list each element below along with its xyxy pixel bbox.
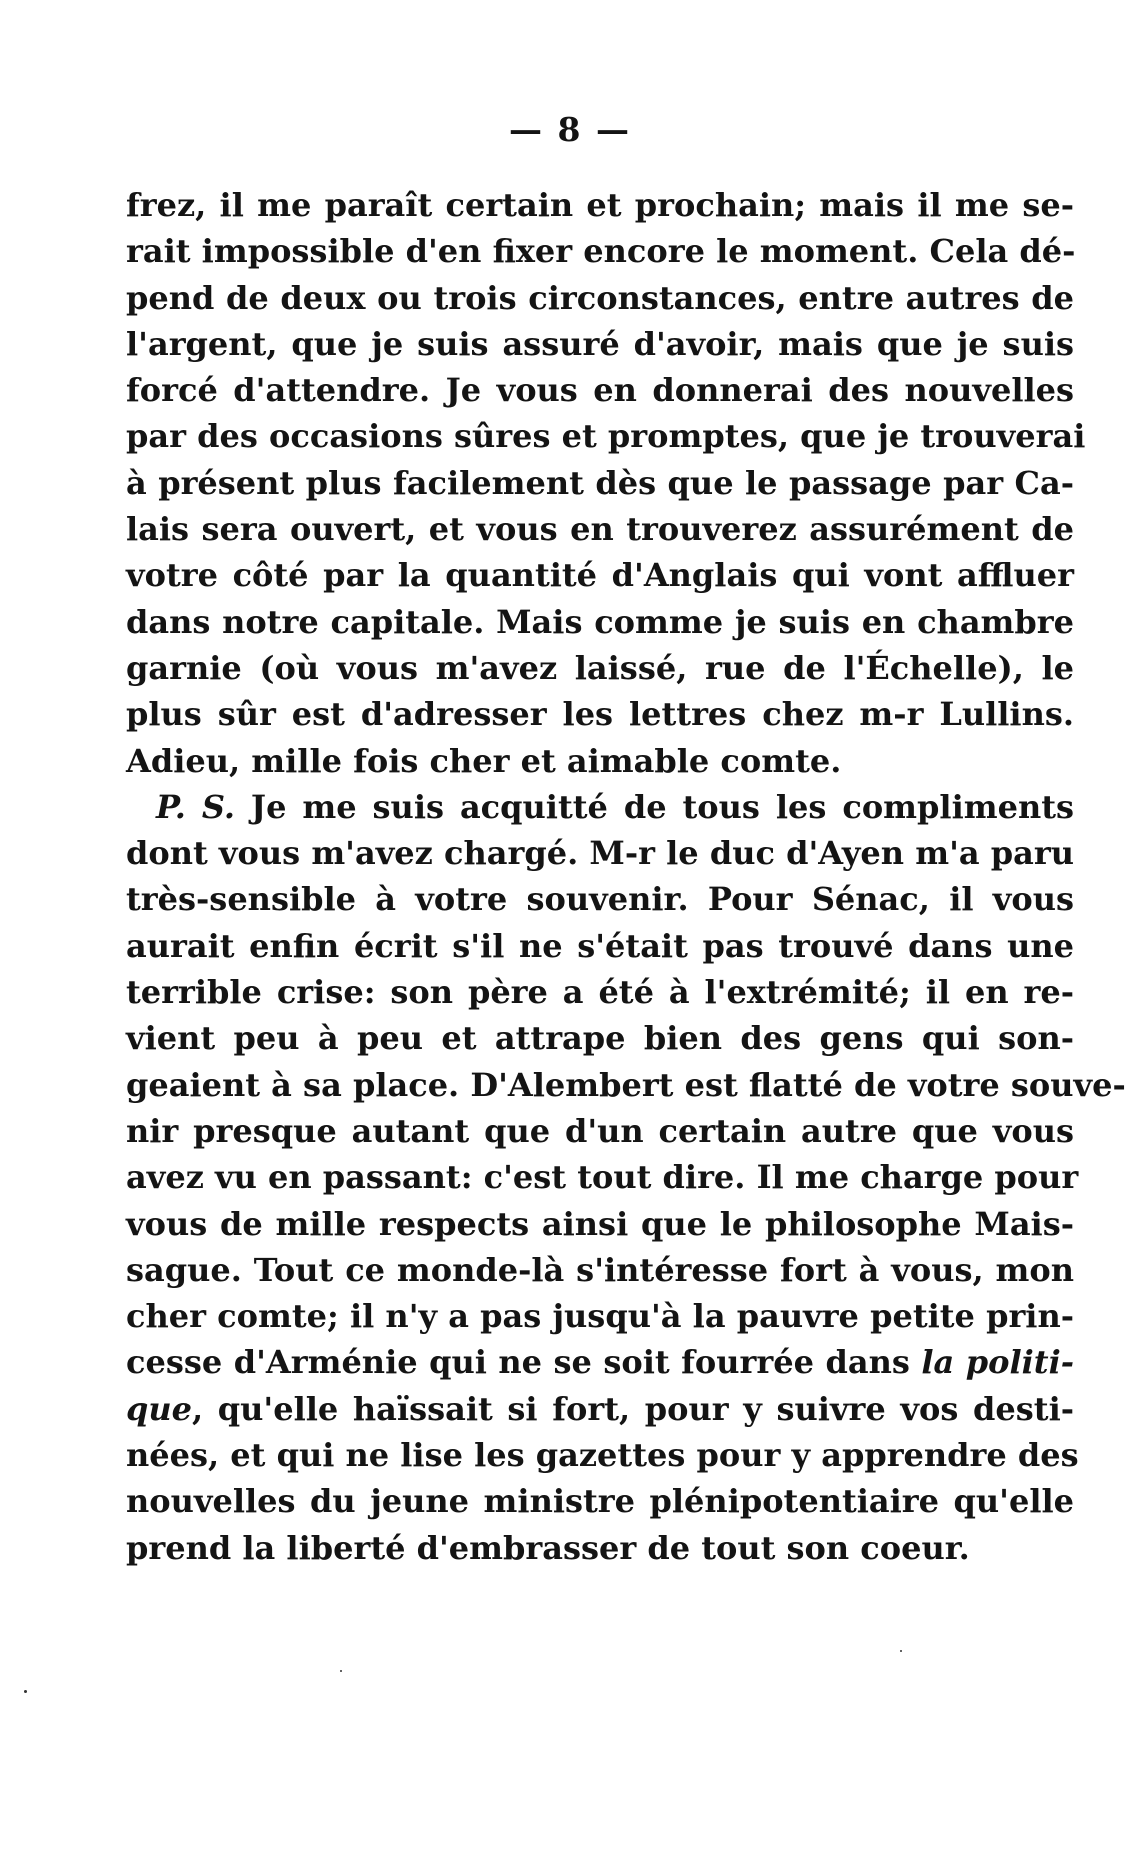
text-line: lais sera ouvert, et vous en trouverez assurément de [126, 510, 1074, 549]
text-line: cher comte; il n'y a pas jusqu'à la pauvre petite prin- [126, 1297, 1074, 1336]
text-segment: , qu'elle haïssait si fort, pour y suivre vos desti- [192, 1389, 1074, 1428]
text-line: nir presque autant que d'un certain autre que vous [126, 1111, 1074, 1150]
print-speck [340, 1670, 342, 1672]
text-line: votre côté par la quantité d'Anglais qui vont affluer [126, 556, 1074, 595]
page-number: — 8 — [509, 110, 631, 149]
text-line: pend de deux ou trois circonstances, entre autres de [126, 278, 1074, 317]
text-line: vient peu à peu et attrape bien des gens qui son- [126, 1019, 1074, 1058]
text-line-with-italic [126, 1386, 1074, 1432]
text-segment: cesse d'Arménie qui ne se soit fourrée dans [126, 1343, 910, 1382]
text-line: à présent plus facilement dès que le passage par Ca- [126, 463, 1074, 502]
text-line: geaient à sa place. D'Alembert est flatté de votre souve- [126, 1065, 1126, 1104]
text-line: l'argent, que je suis assuré d'avoir, mais que je suis [126, 324, 1074, 363]
text-line: sague. Tout ce monde-là s'intéresse fort à vous, mon [126, 1250, 1074, 1289]
text-line: aurait enfin écrit s'il ne s'était pas trouvé dans une [126, 926, 1074, 965]
text-line: forcé d'attendre. Je vous en donnerai des nouvelles [126, 371, 1074, 410]
text-line: dans notre capitale. Mais comme je suis en chambre [126, 602, 1074, 641]
postscript-first-line [126, 784, 1074, 830]
text-line: nouvelles du jeune ministre plénipotentiaire qu'elle [126, 1482, 1074, 1521]
text-line: garnie (où vous m'avez laissé, rue de l'Échelle), le [126, 648, 1074, 687]
text-line: prend la liberté d'embrasser de tout son coeur. [126, 1528, 970, 1567]
print-speck [900, 1650, 902, 1652]
postscript-paragraph [126, 784, 1126, 1571]
text-line: rait impossible d'en fixer encore le moment. Cela dé- [126, 232, 1076, 271]
text-line-with-italic [126, 1339, 1074, 1385]
text-line: terrible crise: son père a été à l'extrémité; il en re- [126, 973, 1074, 1012]
text-line: frez, il me paraît certain et prochain; mais il me se- [126, 186, 1074, 224]
text-line: dont vous m'avez chargé. M-r le duc d'Ayen m'a paru [126, 834, 1074, 873]
postscript-first-line-text: Je me suis acquitté de tous les compliments [250, 787, 1075, 826]
text-line: nées, et qui ne lise les gazettes pour y apprendre des [126, 1436, 1079, 1475]
text-line: par des occasions sûres et promptes, que je trouverai [126, 417, 1086, 456]
text-line: Adieu, mille fois cher et aimable comte. [126, 741, 842, 780]
text-line: plus sûr est d'adresser les lettres chez m-r Lullins. [126, 695, 1074, 734]
italic-word-start: la politi- [921, 1343, 1075, 1382]
print-speck [24, 1690, 27, 1693]
text-line: très-sensible à votre souvenir. Pour Sénac, il vous [126, 880, 1074, 919]
italic-word-end: que [126, 1389, 192, 1428]
text-line: avez vu en passant: c'est tout dire. Il me charge pour [126, 1158, 1079, 1197]
text-line: vous de mille respects ainsi que le philosophe Mais- [126, 1204, 1074, 1243]
postscript-label: P. S. [156, 787, 235, 826]
letter-main-paragraph [126, 182, 1086, 784]
letter-body [126, 182, 1126, 1571]
